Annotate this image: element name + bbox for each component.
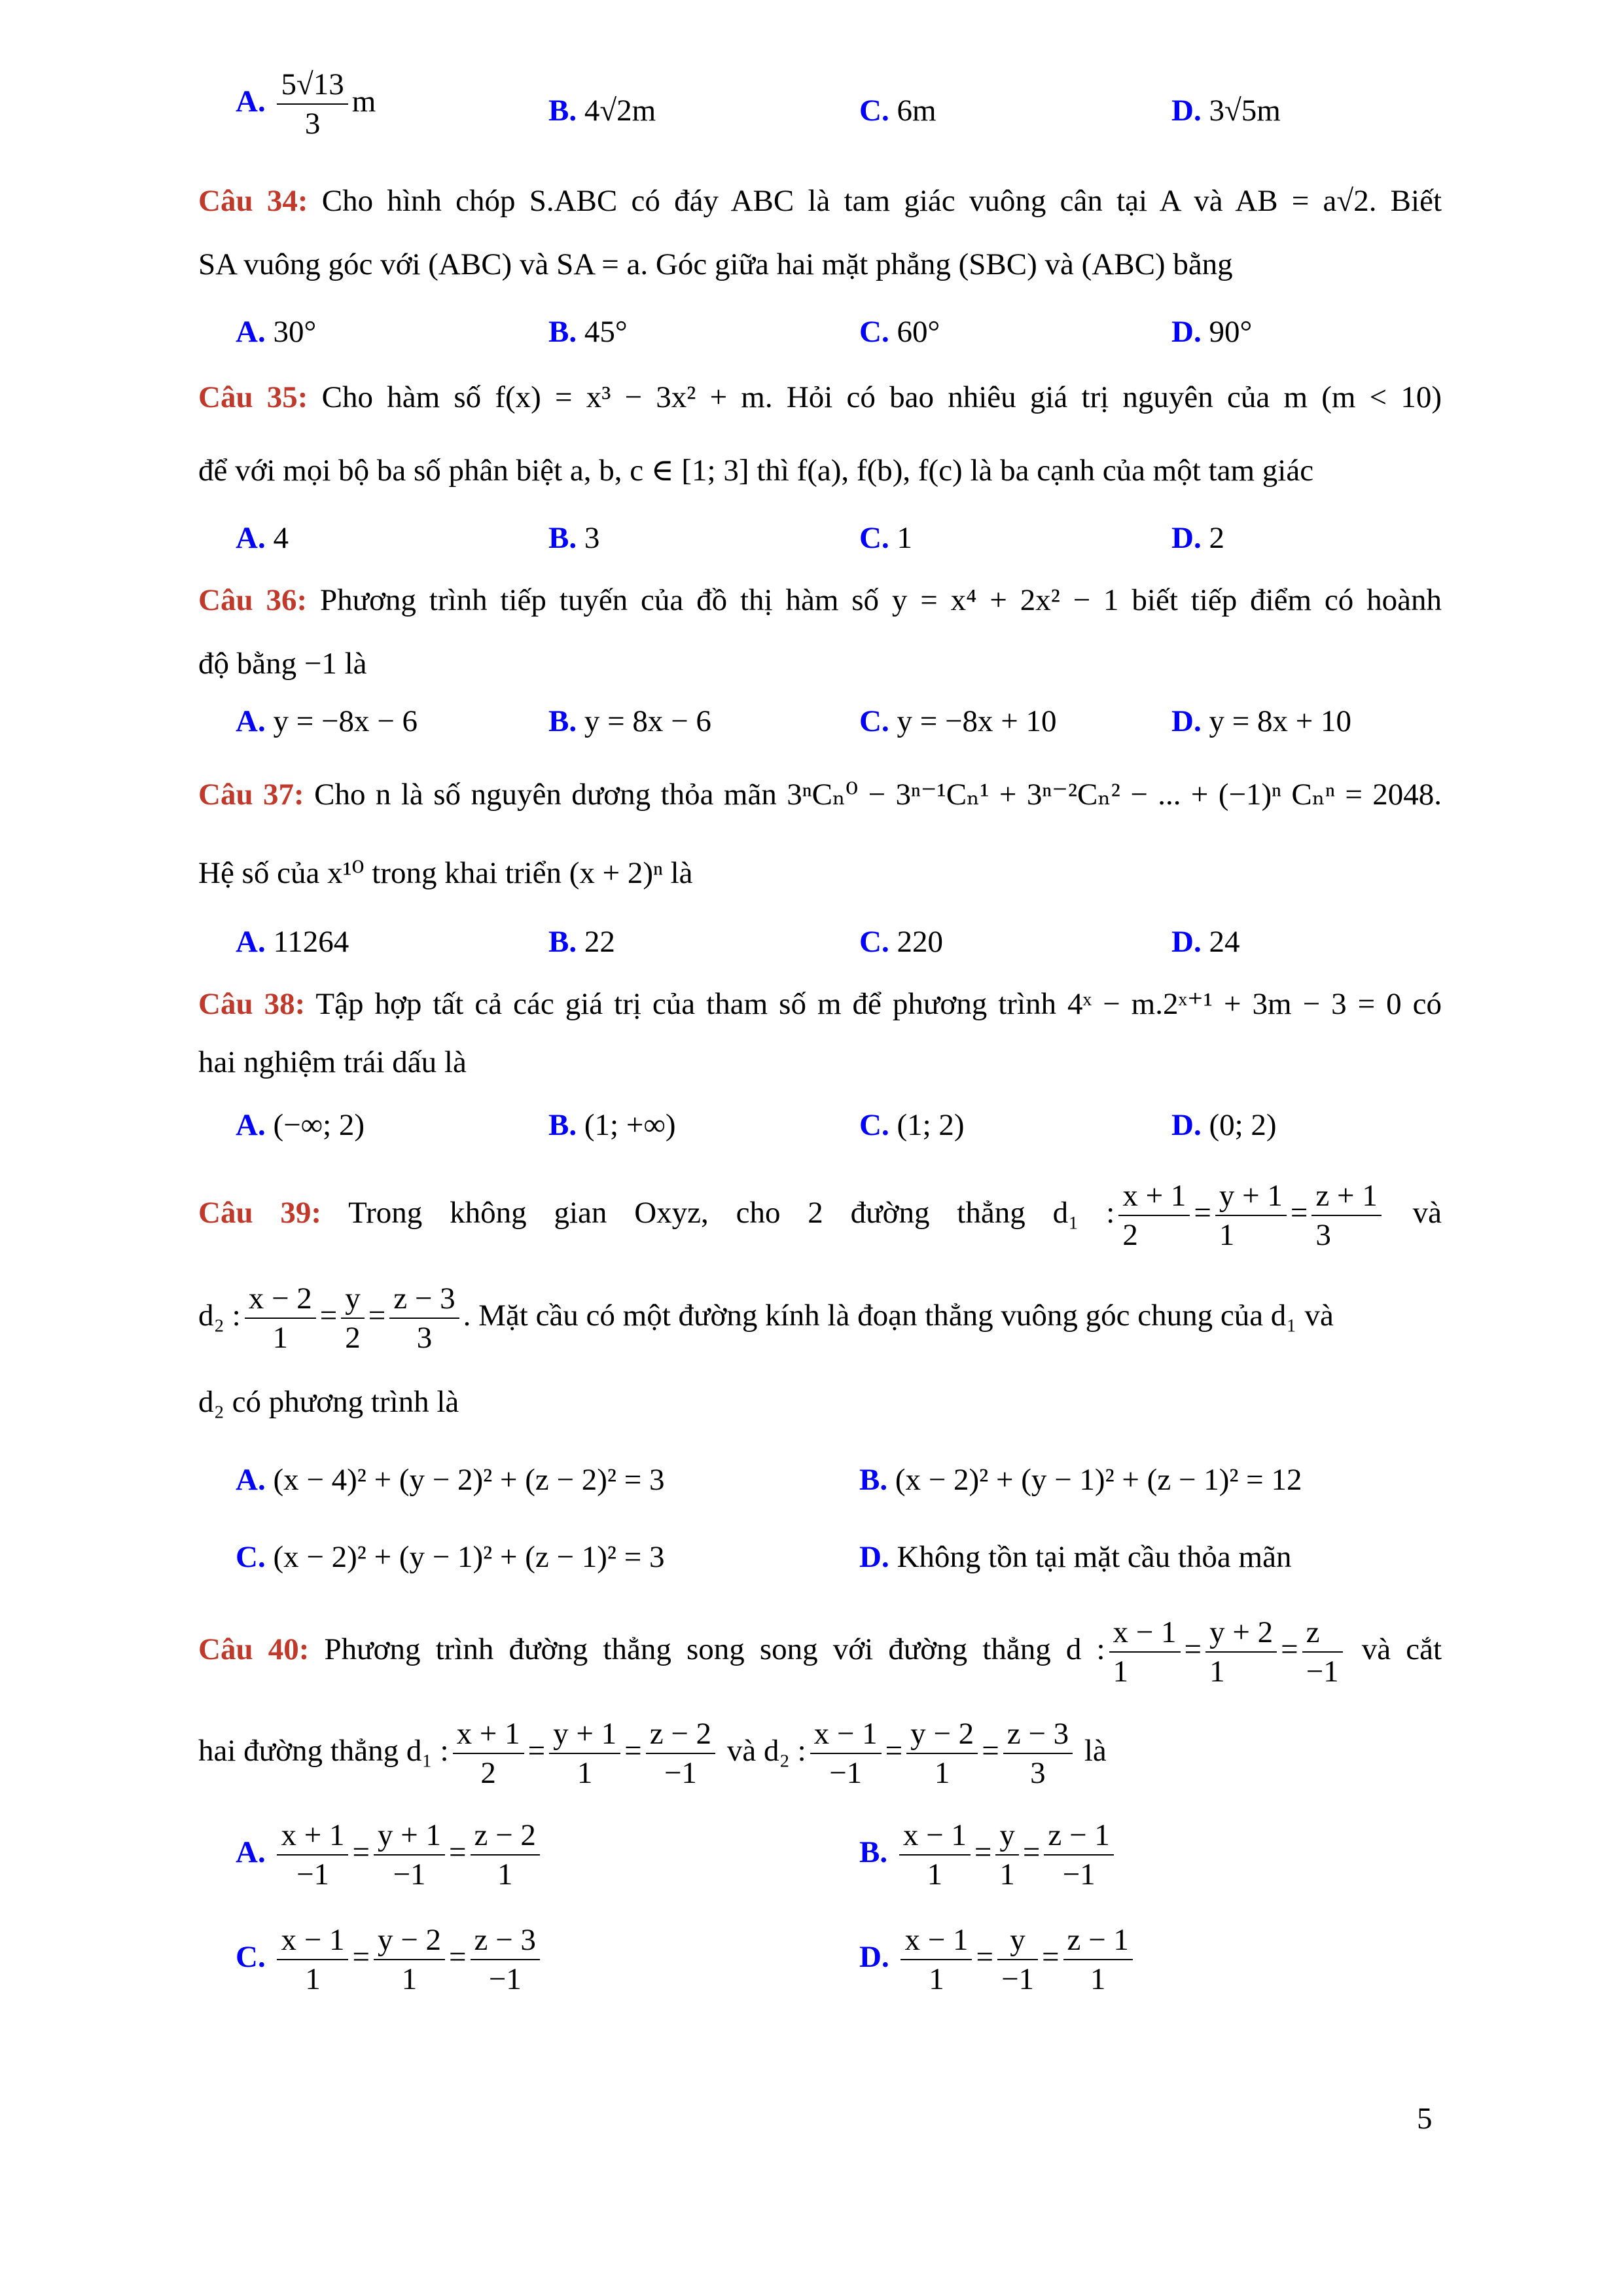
fraction [1118,1177,1190,1254]
fraction [453,1715,524,1792]
option-text: y = 8x − 6 [584,704,711,738]
option-label: D. [859,1939,889,1974]
fraction-denominator: 1 [999,1857,1015,1892]
fraction [341,1280,365,1357]
q34-option-d [1171,313,1252,351]
fraction-numerator: z − 1 [1044,1816,1113,1856]
option-label: C. [859,94,889,128]
option-label: A. [236,1835,266,1869]
q35-line1 [198,378,1442,416]
q33-option-b [548,92,656,130]
line-name: d₂ : [763,1734,806,1768]
option-text: 22 [584,925,615,959]
fraction-numerator: x − 2 [245,1280,316,1319]
q34-option-a [236,313,316,351]
question-text: Cho n là số nguyên dương thỏa mãn [314,778,777,812]
option-label: C. [859,521,889,555]
fraction [899,1816,971,1893]
fraction-denominator: 1 [1113,1655,1129,1689]
q33-option-d [1171,92,1281,130]
option-label: D. [859,1540,889,1574]
unit: m [351,84,376,118]
q38-line1 [198,985,1442,1023]
q39-option-c [236,1538,665,1576]
fraction-denominator: 3 [1315,1218,1331,1253]
fraction-denominator: 1 [1219,1218,1235,1253]
fraction [277,1921,348,1998]
option-label: A. [236,315,266,349]
fraction-denominator: 1 [1209,1655,1225,1689]
fraction [1063,1921,1133,1998]
q35-line2 [198,452,1442,490]
fraction-numerator: x − 1 [1109,1613,1181,1653]
fraction-numerator: z − 2 [646,1715,715,1754]
q33-option-c [859,92,936,130]
option-text: 3√5m [1209,94,1281,128]
q38-option-d [1171,1106,1277,1144]
fraction-numerator: z − 1 [1063,1921,1133,1960]
fraction [245,1280,316,1357]
option-label: B. [548,1108,577,1142]
fraction-denominator: −1 [1306,1655,1339,1689]
fraction-numerator: x + 1 [1118,1177,1190,1216]
fraction-denominator: 3 [304,107,321,141]
fraction-numerator: z − 3 [1003,1715,1073,1754]
option-text: 6m [897,94,936,128]
question-label: Câu 36: [198,583,308,617]
q37-option-c [859,923,943,961]
q34-line1 [198,182,1442,220]
question-label: Câu 35: [198,380,308,414]
fraction [646,1715,715,1792]
line-name: d₁ : [406,1734,449,1768]
option-text: 45° [584,315,628,349]
option-text: (x − 2)² + (y − 1)² + (z − 1)² = 3 [273,1540,665,1574]
option-text: (−∞; 2) [273,1108,365,1142]
q37-option-b [548,923,615,961]
fraction-denominator: 3 [1030,1756,1046,1791]
fraction-numerator: y + 1 [374,1816,445,1856]
question-label: Câu 38: [198,987,306,1021]
fraction [906,1715,978,1792]
q39-option-d [859,1538,1291,1576]
option-label: B. [548,521,577,555]
option-label: C. [236,1540,266,1574]
q36-option-d [1171,702,1351,740]
q40-line1: Câu 40: Phương trình đường thẳng song song với đường thẳng d : $\frac{x - 1}{1}$ = $\frac{y + 2}{1}$ = $\frac{z}{-1}$ và cắt [198,1611,1442,1691]
q38-option-c [859,1106,965,1144]
option-label: A. [236,925,266,959]
q39-line3 [198,1383,1442,1421]
fraction-denominator: 1 [577,1756,593,1791]
fraction-denominator: −1 [1001,1962,1034,1996]
question-text: . Mặt cầu có một đường kính là đoạn thẳng vuông góc chung của d₁ và [463,1299,1334,1333]
q38-line2 [198,1043,1442,1081]
fraction [471,1921,540,1998]
fraction [374,1921,445,1998]
fraction-numerator: 5√13 [277,65,348,105]
fraction [549,1715,620,1792]
fraction-numerator: z − 3 [471,1921,540,1960]
q36-option-b [548,702,711,740]
option-text: 4√2m [584,94,656,128]
option-label: D. [1171,925,1202,959]
q35-option-b [548,519,599,557]
fraction [277,65,348,143]
fraction-numerator: z + 1 [1311,1177,1381,1216]
option-text: Không tồn tại mặt cầu thỏa mãn [897,1540,1292,1574]
question-label: Câu 40: [198,1632,310,1666]
q35-option-d [1171,519,1224,557]
fraction-denominator: −1 [296,1857,329,1892]
question-label: Câu 34: [198,184,308,218]
fraction-numerator: x − 1 [277,1921,348,1960]
fraction-denominator: 1 [927,1857,943,1892]
option-text: 3 [584,521,600,555]
option-text: 220 [897,925,943,959]
fraction [810,1715,882,1792]
q39-line2: d₂ : $\frac{x - 2}{1}$ = $\frac{y}{2}$ = $\frac{z - 3}{3}$ . Mặt cầu có một đường kính là đoạn thẳng vuông góc chung của d₁ và [198,1278,1442,1357]
q37-option-a [236,923,349,961]
question-text: độ bằng −1 là [198,647,367,681]
option-label: A. [236,84,266,118]
q36-option-c [859,702,1056,740]
option-label: D. [1171,521,1202,555]
fraction-denominator: 2 [480,1756,496,1791]
question-text: d₂ có phương trình là [198,1385,459,1419]
option-label: B. [548,94,577,128]
question-text: và cắt [1361,1632,1442,1666]
question-text: để với mọi bộ ba số phân biệt a, b, c ∈ [1; 3] thì f(a), f(b), f(c) là ba cạnh của một tam giác [198,454,1314,488]
fraction-numerator: y − 2 [906,1715,978,1754]
fraction [277,1816,348,1893]
fraction-numerator: x − 1 [810,1715,882,1754]
fraction [1003,1715,1073,1792]
q37-line1 [198,776,1442,814]
fraction-numerator: x + 1 [277,1816,348,1856]
fraction-denominator: −1 [393,1857,426,1892]
option-text: 2 [1209,521,1224,555]
option-label: D. [1171,704,1202,738]
fraction-denominator: 1 [272,1321,288,1355]
fraction-denominator: 1 [497,1857,513,1892]
option-label: C. [859,925,889,959]
q40-option-a: A. $\frac{x + 1}{-1}$ = $\frac{y + 1}{-1}$ = $\frac{z - 2}{1}$ [236,1816,544,1893]
question-text: là [1084,1734,1107,1768]
option-text: (0; 2) [1209,1108,1277,1142]
fraction-denominator: 1 [401,1962,418,1996]
q35-option-a [236,519,289,557]
fraction [389,1280,459,1357]
line-name: d₂ : [198,1299,241,1333]
page-number: 5 [1417,2102,1433,2136]
q37-line2 [198,854,1442,892]
option-text: 11264 [273,925,349,959]
option-label: B. [548,925,577,959]
fraction-numerator: z [1302,1613,1343,1653]
q40-option-d: D. $\frac{x - 1}{1}$ = $\frac{y}{-1}$ = $\frac{z - 1}{1}$ [859,1921,1137,1998]
q36-line1 [198,581,1442,619]
q38-option-a [236,1106,365,1144]
fraction-numerator: x − 1 [901,1921,972,1960]
fraction-numerator: y [341,1280,365,1319]
option-text: (1; +∞) [584,1108,676,1142]
option-text: 90° [1209,315,1253,349]
fraction [997,1921,1038,1998]
fraction-denominator: −1 [488,1962,522,1996]
question-text: Cho hàm số f(x) = x³ − 3x² + m. Hỏi có bao nhiêu giá trị nguyên của m (m < 10) [321,380,1442,414]
question-text: và [1412,1196,1442,1230]
q40-option-b: B. $\frac{x - 1}{1}$ = $\frac{y}{1}$ = $\frac{z - 1}{-1}$ [859,1816,1118,1893]
q33-option-a [236,65,376,143]
option-label: C. [859,315,889,349]
fraction-denominator: 1 [1090,1962,1106,1996]
fraction-numerator: y [997,1921,1038,1960]
q36-line2 [198,645,1442,683]
option-label: D. [1171,315,1202,349]
question-text: Cho hình chóp S.ABC có đáy ABC là tam giác vuông cân tại A và AB = a√2. Biết [321,184,1442,218]
fraction [1302,1613,1343,1691]
line-name: d₁ : [1052,1196,1115,1230]
fraction-numerator: z − 3 [389,1280,459,1319]
fraction [1205,1613,1277,1691]
option-label: C. [859,704,889,738]
fraction [1044,1816,1113,1893]
line-name: d : [1065,1632,1105,1666]
fraction-numerator: z − 2 [471,1816,540,1856]
question-text: Tập hợp tất cả các giá trị của tham số m để phương trình 4ˣ − m.2ˣ⁺¹ + 3m − 3 = 0 có [315,987,1442,1021]
q37-option-d [1171,923,1240,961]
option-label: D. [1171,1108,1202,1142]
q34-option-b [548,313,628,351]
option-label: A. [236,1463,266,1497]
q39-line1: Câu 39: Trong không gian Oxyz, cho 2 đường thẳng d₁ : $\frac{x + 1}{2}$ = $\frac{y + 1}{1}$ = $\frac{z + 1}{3}$ và [198,1175,1442,1254]
q40-option-c: C. $\frac{x - 1}{1}$ = $\frac{y - 2}{1}$ = $\frac{z - 3}{-1}$ [236,1921,544,1998]
question-text: Phương trình đường thẳng song song với đường thẳng [324,1632,1051,1666]
math-expression: 3ⁿCₙ⁰ − 3ⁿ⁻¹Cₙ¹ + 3ⁿ⁻²Cₙ² − ... + (−1)ⁿ Cₙⁿ = 2048. [787,778,1442,812]
option-text: 30° [273,315,317,349]
fraction [374,1816,445,1893]
option-label: D. [1171,94,1202,128]
option-label: C. [236,1939,266,1974]
question-text: và [726,1734,757,1768]
question-label: Câu 39: [198,1196,322,1230]
option-text: (x − 2)² + (y − 1)² + (z − 1)² = 12 [895,1463,1302,1497]
option-label: B. [548,315,577,349]
option-text: y = 8x + 10 [1209,704,1351,738]
fraction-denominator: 2 [345,1321,361,1355]
option-label: A. [236,704,266,738]
fraction [471,1816,540,1893]
option-text: y = −8x + 10 [897,704,1057,738]
option-text: y = −8x − 6 [273,704,418,738]
fraction [901,1921,972,1998]
question-text: hai đường thẳng [198,1734,399,1768]
fraction-denominator: 2 [1122,1218,1138,1253]
question-text: Hệ số của x¹⁰ trong khai triển (x + 2)ⁿ là [198,856,693,890]
fraction-denominator: −1 [1062,1857,1096,1892]
fraction-numerator: y + 2 [1205,1613,1277,1653]
option-text: 4 [273,521,289,555]
question-text: hai nghiệm trái dấu là [198,1045,467,1079]
fraction [1109,1613,1181,1691]
fraction-numerator: y + 1 [549,1715,620,1754]
option-label: A. [236,521,266,555]
fraction [995,1816,1019,1893]
q39-option-b [859,1461,1302,1499]
fraction-denominator: 1 [305,1962,321,1996]
q35-option-c [859,519,912,557]
q40-line2: hai đường thẳng d₁ : $\frac{x + 1}{2}$ = $\frac{y + 1}{1}$ = $\frac{z - 2}{-1}$ và d₂ : $\frac{x - 1}{-1}$ = $\frac{y - 2}{1}$ = $\frac{z - 3}{3}$ là [198,1713,1442,1792]
option-label: B. [859,1835,888,1869]
q34-option-c [859,313,940,351]
fraction-denominator: 3 [416,1321,433,1355]
option-text: (x − 4)² + (y − 2)² + (z − 2)² = 3 [273,1463,665,1497]
option-text: 1 [897,521,912,555]
option-label: B. [859,1463,888,1497]
question-text: Phương trình tiếp tuyến của đồ thị hàm số y = x⁴ + 2x² − 1 biết tiếp điểm có hoành [319,583,1442,617]
option-text: 60° [897,315,940,349]
option-label: C. [859,1108,889,1142]
fraction-denominator: 1 [934,1756,950,1791]
question-label: Câu 37: [198,778,304,812]
fraction [1311,1177,1381,1254]
fraction-numerator: y − 2 [374,1921,445,1960]
fraction-denominator: −1 [829,1756,863,1791]
option-text: 24 [1209,925,1240,959]
option-text: (1; 2) [897,1108,965,1142]
fraction-numerator: y + 1 [1215,1177,1287,1216]
fraction [1215,1177,1287,1254]
fraction-denominator: 1 [929,1962,944,1996]
q34-line2 [198,245,1442,283]
q36-option-a [236,702,418,740]
option-label: B. [548,704,577,738]
q39-option-a [236,1461,665,1499]
fraction-numerator: x + 1 [453,1715,524,1754]
question-text: SA vuông góc với (ABC) và SA = a. Góc giữa hai mặt phẳng (SBC) và (ABC) bằng [198,247,1233,281]
fraction-numerator: x − 1 [899,1816,971,1856]
fraction-denominator: −1 [664,1756,697,1791]
question-text: Trong không gian Oxyz, cho 2 đường thẳng [348,1196,1026,1230]
fraction-numerator: y [995,1816,1019,1856]
q38-option-b [548,1106,675,1144]
option-label: A. [236,1108,266,1142]
